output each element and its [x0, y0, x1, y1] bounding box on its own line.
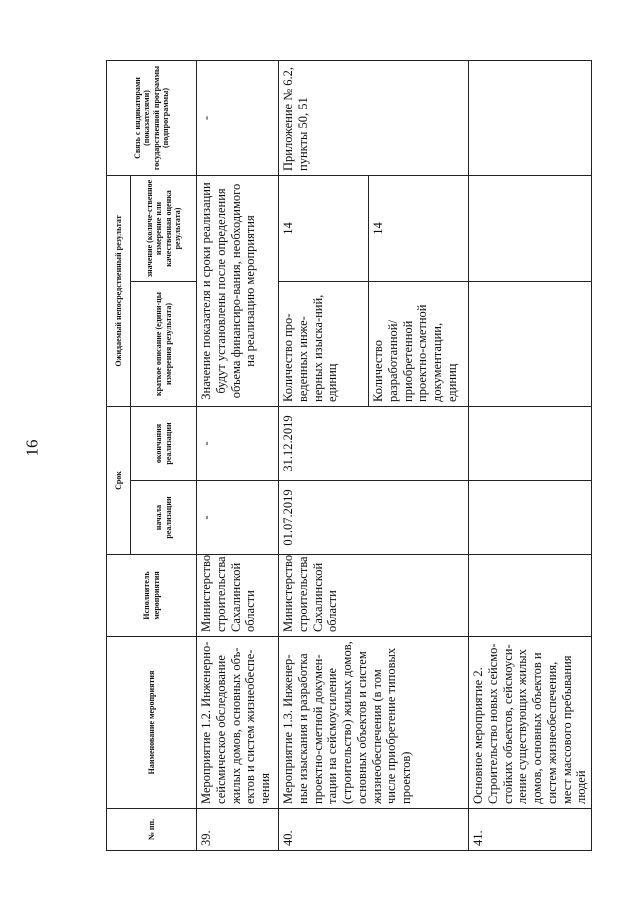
result-value: 14	[369, 176, 469, 282]
row-number: 40.	[279, 809, 469, 851]
measure-name: Мероприятие 1.3. Инженер-ные изыскания и разработка проектно-сметной докумен-тации на сейсмоусиление (строительство) жилых домов, основных объектов и систем жизнеобеспечения (в том числе приобретение типовых проектов)	[279, 637, 469, 809]
period-end: 31.12.2019	[279, 407, 469, 481]
period-end: -	[197, 407, 279, 481]
indicator-link	[469, 61, 592, 176]
header-num: № пп.	[107, 809, 197, 851]
measure-executor	[469, 555, 592, 637]
measure-executor: Министерство строительства Сахалинской области	[279, 555, 469, 637]
period-start: -	[197, 481, 279, 555]
header-link: Связь с индикаторами (показателями) государственной программы (подпрограммы)	[107, 61, 197, 176]
header-period-start: начала реализации	[131, 481, 197, 555]
period-start: 01.07.2019	[279, 481, 469, 555]
row-number: 39.	[197, 809, 279, 851]
result-value: 14	[279, 176, 369, 282]
header-row-1	[107, 61, 131, 851]
table-row	[279, 61, 369, 851]
period-start	[469, 481, 592, 555]
indicator-link: Приложение № 6.2, пункты 50, 51	[279, 61, 469, 176]
measure-executor: Министерство строительства Сахалинской области	[197, 555, 279, 637]
result-description: Количество разработанной/ приобретенной проектно-сметной документации, единиц	[369, 282, 469, 407]
header-name: Наименование мероприятия	[107, 637, 197, 809]
page-number: 16	[22, 439, 42, 457]
measure-name: Основное мероприятие 2. Строительство новых сейсмо-стойких объектов, сейсмоуси-ление существующих жилых домов, основных объектов и систем жизнеобеспечения, мест массового пребывания людей	[469, 637, 592, 809]
measure-name: Мероприятие 1.2. Инженерно-сейсмическое обследование жилых домов, основных объ-ектов и систем жизнеобеспе-чения	[197, 637, 279, 809]
expected-result: Значение показателя и сроки реализации будут установлены после определения объема финансиро-вания, необходимого на реализацию мероприятия	[197, 176, 279, 407]
header-expected-value: значение (количе-ственное измерение или качественная оценка результата)	[131, 176, 197, 282]
result-value	[469, 176, 592, 282]
result-description	[469, 282, 592, 407]
table-rotated-container	[106, 61, 589, 851]
header-period-end: окончания реализации	[131, 407, 197, 481]
row-number: 41.	[469, 809, 592, 851]
result-description: Количество про-веденных инже-нерных изыска-ний, единиц	[279, 282, 369, 407]
header-expected: Ожидаемый непосредственный результат	[107, 176, 131, 407]
header-expected-desc: краткое описание (едини-цы измерения результата)	[131, 282, 197, 407]
table-row	[469, 61, 592, 851]
header-period: Срок	[107, 407, 131, 555]
table-row	[197, 61, 279, 851]
indicator-link: -	[197, 61, 279, 176]
measures-table	[106, 60, 592, 851]
header-executor: Исполнитель мероприятия	[107, 555, 197, 637]
period-end	[469, 407, 592, 481]
